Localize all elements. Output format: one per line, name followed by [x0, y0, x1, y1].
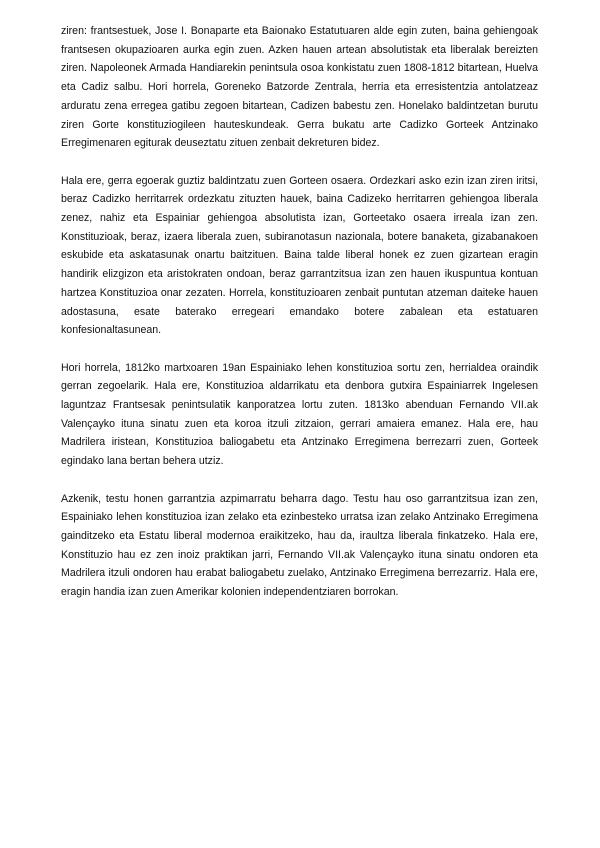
paragraph-4: Azkenik, testu honen garrantzia azpimarratu beharra dago. Testu hau oso garrantzitsua izan zen, Espainiako lehen konstituzioa izan zelako eta ezinbesteko urratsa izan zelako Antzinako Erregimena gainditzeko eta Estatu liberal modernoa eraikitzeko, hau da, iraultza liberala finkatzeko. Hala ere, Konstituzio hau ez zen inoiz praktikan jarri, Fernando VII.ak Valençayko ituna sinatu ondoren eta Madrilera itzuli ondoren hau erabat baliogabetu zuelako, Antzinako Erregimena berrezarriz. Hala ere, eragin handia izan zuen Amerikar kolonien independentziaren borrokan.: [61, 492, 538, 599]
paragraph-3: Hori horrela, 1812ko martxoaren 19an Espainiako lehen konstituzioa sortu zen, herrialdea oraindik gerran zegoelarik. Hala ere, Konstituzioa aldarrikatu eta denbora gutxira Espainiarrek Ingelesen laguntzaz Frantsesak penintsulatik kanporatzea lortu zuten. 1813ko abenduan Fernando VII.ak Valençayko ituna sinatu zuen eta koroa itzuli zitzaion, gerrari amaiera emanez. Hala ere, hau Madrilera iristean, Konstituzioa baliogabetu eta Antzinako Erregimena berrezarri zuen, Gorteek egindako lana bertan behera utziz.: [61, 361, 538, 468]
paragraph-2: Hala ere, gerra egoerak guztiz baldintzatu zuen Gorteen osaera. Ordezkari asko ezin izan ziren iritsi, beraz Cadizko herritarrek ordezkatu zituzten hauek, baina Cadizeko herritarren gehiengoa liberala zenez, nahiz eta Espainiar gehiengoa absolutista izan, Gorteetako osaera irreala izan zen. Konstituzioak, beraz, izaera liberala zuen, subiranotasun nazionala, botere banaketa, gizabanakoen eskubide eta askatasunak onartu baitzituen. Baina talde liberal honek ez zuen gizartean eragin handirik elizgizon eta aristokraten ondoan, beraz garrantzitsua izan zen hauen ikuspuntua kontuan hartzea Konstituzioa onar zezaten. Horrela, konstituzioaren zenbait puntutan atzeman daiteke hauen adostasuna, esate baterako erregeari emandako botere zabalean eta estatuaren konfesionaltasunean.: [61, 174, 538, 337]
document-body: [61, 22, 538, 602]
paragraph-1: ziren: frantsestuek, Jose I. Bonaparte eta Baionako Estatutuaren alde egin zuten, baina gehiengoak frantsesen okupazioaren aurka egin zuen. Azken hauen artean absolutistak eta liberalak bereizten ziren. Napoleonek Armada Handiarekin penintsula osoa konkistatu zuen 1808-1812 bitartean, Huelva eta Cadiz salbu. Hori horrela, Goreneko Batzorde Zentrala, herria eta erresistentzia antolatzeaz arduratu zena erregea gatibu zegoen bitartean, Cadizen babestu zen. Honelako baldintzetan burutu ziren Gorte konstituziogileen hauteskundeak. Gerra bukatu arte Cadizko Gorteek Antzinako Erregimenaren egiturak deuseztatu zituen zenbait dekreturen bidez.: [61, 25, 538, 150]
